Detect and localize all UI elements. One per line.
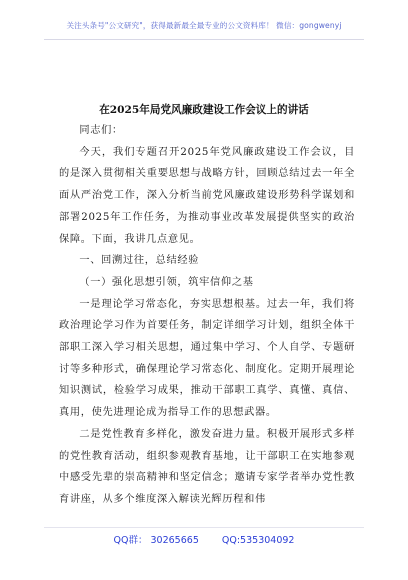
header-notice: 关注头条号"公文研究"，获得最新最全最专业的公文资料库！ 微信：gongwenyj <box>66 21 342 30</box>
footer-qq-contact: QQ:535304092 <box>221 535 295 546</box>
footer-divider <box>44 527 364 528</box>
paragraph-intro: 今天，我们专题召开2025年党风廉政建设工作会议，目的是深入贯彻相关重要思想与战略方针，回顾总结过去一年全面从严治党工作，深入分析当前党风廉政建设形势科学谋划和部署2025年工作任务，为推动事业改革发展提供坚实的政治保障。下面，我讲几点意见。 <box>59 146 355 245</box>
header-divider <box>44 39 364 40</box>
document-title: 在2025年局党风廉政建设工作会议上的讲话 <box>99 104 309 116</box>
salutation: 同志们： <box>79 125 123 136</box>
footer-qq-group: QQ群： 30265665 <box>113 535 199 546</box>
document-body <box>59 120 355 511</box>
subsection-heading-1: （一）强化思想引领，筑牢信仰之基 <box>79 276 254 288</box>
footer <box>0 532 408 546</box>
paragraph-party-education: 二是党性教育多样化，激发奋进力量。积极开展形式多样的党性教育活动，组织参观教育基地，让干部职工在实地参观中感受先辈的崇高精神和坚定信念；邀请专家学者举办党性教育讲座，从多个维度深入解读光辉历程和伟 <box>59 428 355 505</box>
paragraph-theory-study: 一是理论学习常态化，夯实思想根基。过去一年，我们将政治理论学习作为首要任务，制定详细学习计划，组织全体干部职工深入学习相关思想，通过集中学习、个人自学、专题研讨等多种形式，确保理论学习常态化、制度化。定期开展理论知识测试，检验学习成果，推动干部职工真学、真懂、真信、真用，使先进理论成为指导工作的思想武器。 <box>59 298 355 419</box>
section-heading-1: 一、回溯过往，总结经验 <box>79 255 200 267</box>
